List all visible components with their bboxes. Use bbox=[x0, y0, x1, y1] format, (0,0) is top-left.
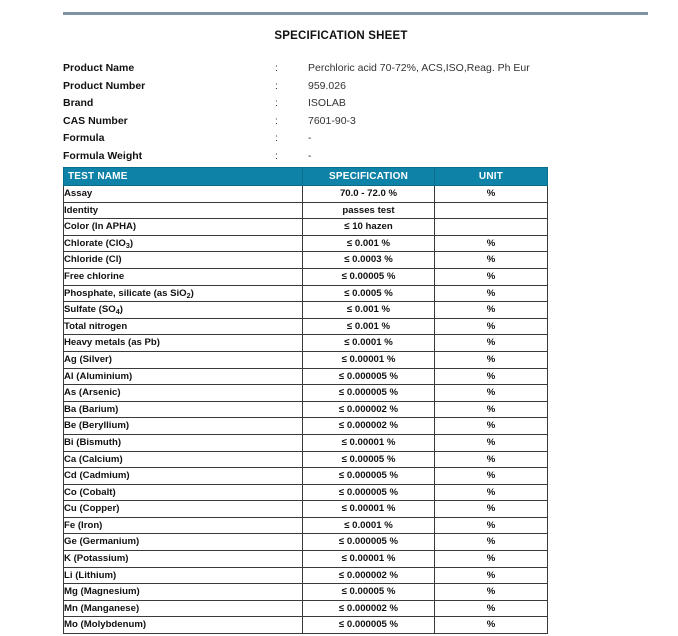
cell-test-name: K (Potassium) bbox=[64, 551, 303, 568]
cell-unit: % bbox=[435, 252, 548, 269]
info-value: 959.026 bbox=[308, 79, 346, 92]
table-row bbox=[64, 617, 548, 634]
info-label: Formula Weight bbox=[63, 149, 143, 162]
table-row bbox=[64, 501, 548, 518]
cell-unit: % bbox=[435, 451, 548, 468]
cell-unit: % bbox=[435, 468, 548, 485]
cell-test-name: Bi (Bismuth) bbox=[64, 434, 303, 451]
cell-unit: % bbox=[435, 617, 548, 634]
cell-unit: % bbox=[435, 418, 548, 435]
table-row bbox=[64, 418, 548, 435]
cell-unit: % bbox=[435, 302, 548, 319]
table-row bbox=[64, 484, 548, 501]
table-row bbox=[64, 401, 548, 418]
table-row bbox=[64, 434, 548, 451]
info-colon: : bbox=[275, 97, 278, 109]
cell-unit bbox=[435, 219, 548, 236]
info-row bbox=[63, 62, 623, 80]
cell-unit: % bbox=[435, 434, 548, 451]
cell-test-name: Total nitrogen bbox=[64, 318, 303, 335]
info-value: ISOLAB bbox=[308, 97, 346, 109]
info-label: Product Number bbox=[63, 79, 146, 92]
cell-unit: % bbox=[435, 534, 548, 551]
cell-unit: % bbox=[435, 351, 548, 368]
info-row bbox=[63, 115, 623, 133]
table-row bbox=[64, 600, 548, 617]
info-row bbox=[63, 150, 623, 168]
cell-test-name: Ba (Barium) bbox=[64, 401, 303, 418]
table-row bbox=[64, 318, 548, 335]
cell-test-name: Ag (Silver) bbox=[64, 351, 303, 368]
info-row bbox=[63, 132, 623, 150]
cell-test-name: Cu (Copper) bbox=[64, 501, 303, 518]
table-header bbox=[64, 168, 548, 186]
table-row bbox=[64, 219, 548, 236]
table-row bbox=[64, 268, 548, 285]
cell-specification: ≤ 0.000002 % bbox=[303, 401, 435, 418]
cell-test-name: Ge (Germanium) bbox=[64, 534, 303, 551]
table-row bbox=[64, 252, 548, 269]
cell-unit: % bbox=[435, 584, 548, 601]
cell-specification: ≤ 0.0001 % bbox=[303, 517, 435, 534]
info-label: Product Name bbox=[63, 62, 135, 74]
cell-test-name: Free chlorine bbox=[64, 268, 303, 285]
cell-unit bbox=[435, 202, 548, 219]
cell-unit: % bbox=[435, 484, 548, 501]
cell-test-name: Phosphate, silicate (as SiO$_2$) bbox=[64, 285, 303, 302]
cell-test-name: Identity bbox=[64, 202, 303, 219]
cell-test-name: Mn (Manganese) bbox=[64, 600, 303, 617]
table-row bbox=[64, 186, 548, 203]
table-header-row bbox=[64, 168, 548, 186]
cell-specification: ≤ 0.001 % bbox=[303, 235, 435, 252]
cell-specification: ≤ 0.000005 % bbox=[303, 468, 435, 485]
cell-specification: ≤ 0.000002 % bbox=[303, 567, 435, 584]
page-title-text: SPECIFICATION SHEET bbox=[274, 30, 408, 42]
cell-specification: ≤ 0.000005 % bbox=[303, 534, 435, 551]
cell-unit: % bbox=[435, 517, 548, 534]
table-body bbox=[64, 186, 548, 634]
cell-specification: ≤ 0.000005 % bbox=[303, 385, 435, 402]
info-label: Formula bbox=[63, 132, 105, 144]
cell-test-name: Heavy metals (as Pb) bbox=[64, 335, 303, 352]
cell-specification: ≤ 0.000005 % bbox=[303, 484, 435, 501]
cell-test-name: Li (Lithium) bbox=[64, 567, 303, 584]
table-row bbox=[64, 285, 548, 302]
table-row bbox=[64, 202, 548, 219]
cell-unit: % bbox=[435, 501, 548, 518]
info-row bbox=[63, 97, 623, 115]
cell-unit: % bbox=[435, 285, 548, 302]
table-row bbox=[64, 385, 548, 402]
info-colon: : bbox=[275, 149, 278, 162]
info-colon: : bbox=[275, 114, 278, 127]
table-row bbox=[64, 468, 548, 485]
table-row bbox=[64, 351, 548, 368]
info-value: - bbox=[308, 149, 312, 162]
cell-specification: ≤ 0.000005 % bbox=[303, 617, 435, 634]
cell-specification: ≤ 0.00005 % bbox=[303, 451, 435, 468]
cell-unit: % bbox=[435, 335, 548, 352]
info-colon: : bbox=[275, 79, 278, 92]
cell-test-name: Color (In APHA) bbox=[64, 219, 303, 236]
product-info-block bbox=[63, 62, 623, 167]
cell-unit: % bbox=[435, 551, 548, 568]
cell-unit: % bbox=[435, 385, 548, 402]
table-row bbox=[64, 235, 548, 252]
table-row bbox=[64, 567, 548, 584]
table-row bbox=[64, 451, 548, 468]
cell-test-name: Chloride (Cl) bbox=[64, 252, 303, 269]
table-row bbox=[64, 517, 548, 534]
cell-specification: ≤ 0.00001 % bbox=[303, 551, 435, 568]
table-row bbox=[64, 534, 548, 551]
cell-unit: % bbox=[435, 600, 548, 617]
info-value: Perchloric acid 70-72%, ACS,ISO,Reag. Ph Eur bbox=[308, 62, 530, 74]
cell-specification: ≤ 0.001 % bbox=[303, 302, 435, 319]
cell-specification: ≤ 0.000002 % bbox=[303, 600, 435, 617]
cell-test-name: Chlorate (ClO$_3$) bbox=[64, 235, 303, 252]
info-label: Brand bbox=[63, 97, 94, 109]
cell-test-name: Fe (Iron) bbox=[64, 517, 303, 534]
table-row bbox=[64, 584, 548, 601]
cell-test-name: Mg (Magnesium) bbox=[64, 584, 303, 601]
info-row bbox=[63, 80, 623, 98]
cell-test-name: Be (Beryllium) bbox=[64, 418, 303, 435]
cell-test-name: Cd (Cadmium) bbox=[64, 468, 303, 485]
cell-test-name: Assay bbox=[64, 186, 303, 203]
cell-specification: 70.0 - 72.0 % bbox=[303, 186, 435, 203]
cell-test-name: Al (Aluminium) bbox=[64, 368, 303, 385]
cell-test-name: Mo (Molybdenum) bbox=[64, 617, 303, 634]
info-value: - bbox=[308, 132, 312, 144]
cell-specification: ≤ 0.000002 % bbox=[303, 418, 435, 435]
info-colon: : bbox=[275, 62, 278, 74]
cell-specification: ≤ 0.000005 % bbox=[303, 368, 435, 385]
specification-table-container bbox=[63, 167, 547, 634]
info-colon: : bbox=[275, 132, 278, 144]
cell-specification: ≤ 0.00001 % bbox=[303, 351, 435, 368]
info-value: 7601-90-3 bbox=[308, 114, 356, 127]
cell-specification: ≤ 10 hazen bbox=[303, 219, 435, 236]
cell-specification: ≤ 0.00001 % bbox=[303, 434, 435, 451]
page-title bbox=[0, 30, 678, 42]
cell-unit: % bbox=[435, 268, 548, 285]
column-header-specification: SPECIFICATION bbox=[303, 168, 435, 186]
table-row bbox=[64, 335, 548, 352]
cell-specification: ≤ 0.00005 % bbox=[303, 584, 435, 601]
cell-test-name: Sulfate $(SO_4)$ bbox=[64, 302, 303, 319]
cell-unit: % bbox=[435, 318, 548, 335]
table-row bbox=[64, 368, 548, 385]
cell-unit: % bbox=[435, 186, 548, 203]
cell-unit: % bbox=[435, 235, 548, 252]
cell-unit: % bbox=[435, 368, 548, 385]
cell-test-name: As (Arsenic) bbox=[64, 385, 303, 402]
cell-specification: ≤ 0.0003 % bbox=[303, 252, 435, 269]
cell-unit: % bbox=[435, 401, 548, 418]
cell-test-name: Ca (Calcium) bbox=[64, 451, 303, 468]
cell-test-name: Co (Cobalt) bbox=[64, 484, 303, 501]
cell-specification: ≤ 0.0001 % bbox=[303, 335, 435, 352]
cell-specification: ≤ 0.00001 % bbox=[303, 501, 435, 518]
cell-unit: % bbox=[435, 567, 548, 584]
table-row bbox=[64, 551, 548, 568]
column-header-test-name: TEST NAME bbox=[64, 168, 303, 186]
cell-specification: passes test bbox=[303, 202, 435, 219]
cell-specification: ≤ 0.00005 % bbox=[303, 268, 435, 285]
cell-specification: ≤ 0.001 % bbox=[303, 318, 435, 335]
info-label: CAS Number bbox=[63, 114, 128, 127]
column-header-unit: UNIT bbox=[435, 168, 548, 186]
specification-table bbox=[63, 167, 548, 634]
table-row bbox=[64, 302, 548, 319]
cell-specification: ≤ 0.0005 % bbox=[303, 285, 435, 302]
header-divider-rule bbox=[63, 12, 648, 15]
